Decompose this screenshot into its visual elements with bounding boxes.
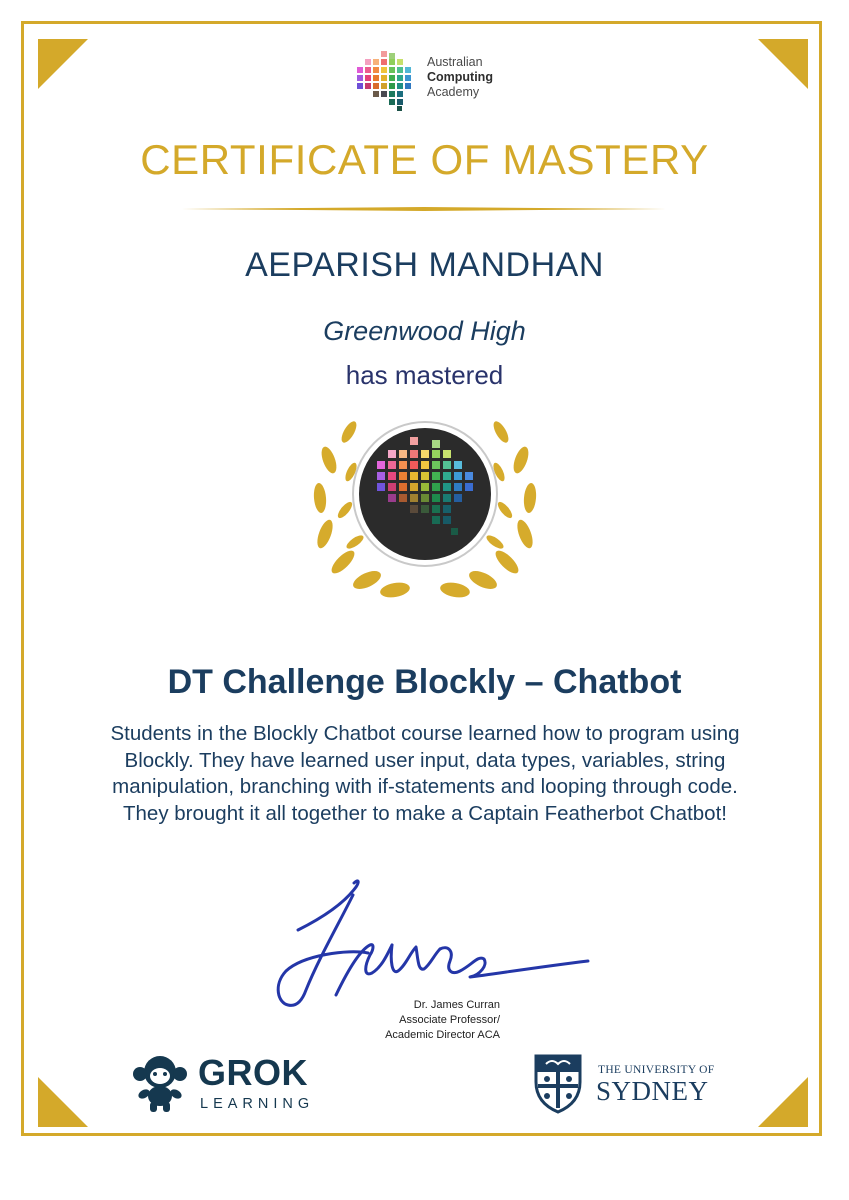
corner-ornament-top-right xyxy=(758,39,808,89)
grok-subtitle: LEARNING xyxy=(200,1096,315,1112)
signatory-block xyxy=(360,998,500,1043)
title-divider xyxy=(182,207,666,211)
course-title: DT Challenge Blockly – Chatbot xyxy=(167,663,682,701)
aca-line1: Australian xyxy=(427,55,483,69)
australia-pixel-map-icon xyxy=(352,51,416,111)
signatory-name: Dr. James Curran xyxy=(413,999,500,1011)
corner-ornament-bottom-right xyxy=(758,1077,808,1127)
aca-logo xyxy=(352,51,512,111)
usyd-line1: THE UNIVERSITY OF xyxy=(598,1064,715,1076)
corner-ornament-bottom-left xyxy=(38,1077,88,1127)
university-of-sydney-logo xyxy=(530,1050,730,1120)
university-crest-icon xyxy=(530,1050,586,1114)
aca-line2: Computing xyxy=(427,70,493,84)
certificate-title: CERTIFICATE OF MASTERY xyxy=(140,136,709,183)
handwritten-signature-icon xyxy=(258,875,598,1010)
usyd-line2: SYDNEY xyxy=(596,1076,709,1106)
laurel-badge-icon xyxy=(305,410,545,610)
aca-wordmark xyxy=(427,55,493,100)
corner-ornament-top-left xyxy=(38,39,88,89)
recipient-name: AEPARISH MANDHAN xyxy=(245,246,604,284)
signatory-title-line2: Academic Director ACA xyxy=(385,1029,500,1041)
aca-line3: Academy xyxy=(427,85,480,99)
school-name: Greenwood High xyxy=(323,316,526,346)
grok-monkey-icon xyxy=(130,1050,190,1114)
grok-name: GROK xyxy=(198,1052,308,1093)
signatory-title-line1: Associate Professor/ xyxy=(399,1014,500,1026)
course-description: Students in the Blockly Chatbot course learned how to program using Blockly. They have learned user input, data types, variables, string manipulation, branching with if-statements and looping through code. They brought it all together to make a Captain Featherbot Chatbot! xyxy=(110,722,740,825)
mastered-text: has mastered xyxy=(345,360,504,390)
grok-learning-logo xyxy=(130,1050,330,1120)
